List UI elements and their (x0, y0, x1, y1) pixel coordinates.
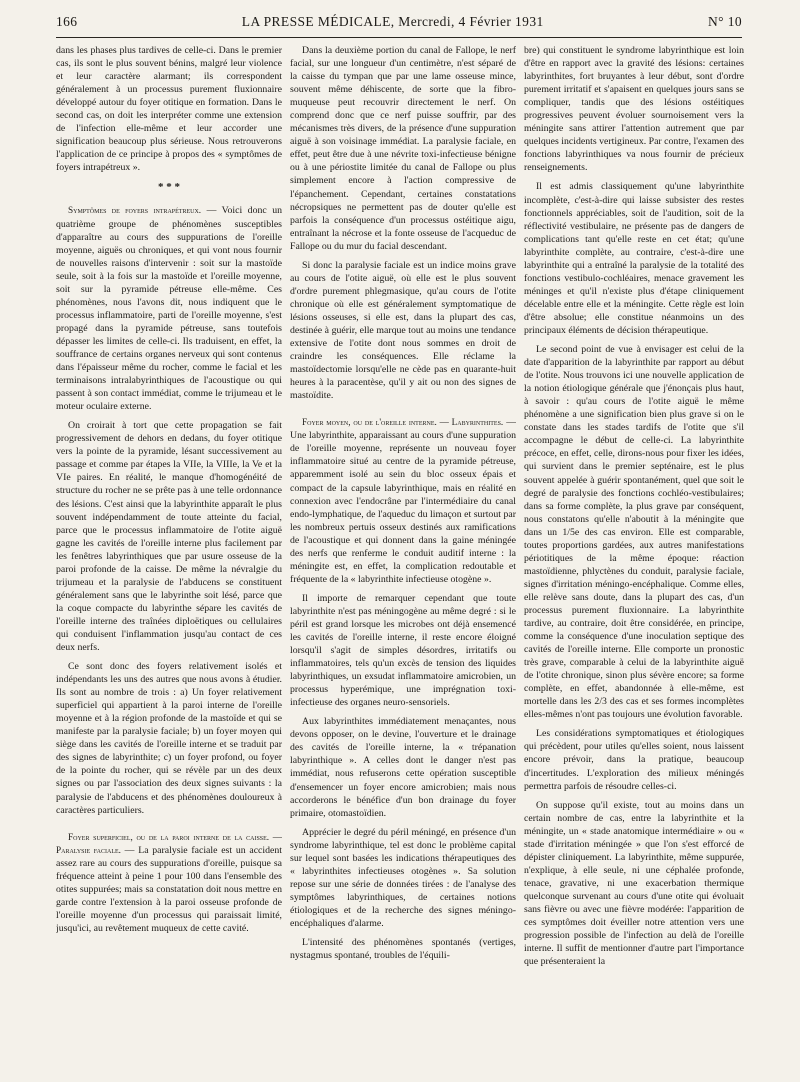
paragraph: On croirait à tort que cette propagation se fait progressivement de dehors en dedans, du foyer otitique vers la pointe de la pyramide, lésant successivement au passage et comme par étapes la VIIe, la VIIIe, la Ve et la VIe paires. En réalité, le manque d'homogénéité de structure du rocher ne se prête pas à une telle ordonnance des lésions. C'est ainsi que la labyrinthite apparaît le plus souvent indépendamment de toute atteinte du facial, parce que le processus inflammatoire de l'otite aiguë gagne les cavités de l'oreille interne plus facilement par les fenêtres labyrinthiques que par usure osseuse de la paroi profonde de la caisse. De même la névralgie du trijumeau et la paralysie de l'abducens se constituent généralement sans que le labyrinthe soit lésé, parce que la coque compacte du labyrinthe sépare les cavités de l'oreille interne des traînées diploëtiques ou cellulaires qui conduisent l'inflammation jusqu'au contact de ces deux nerfs. (56, 420, 282, 654)
paragraph (56, 831, 282, 935)
paragraph-text: — Voici donc un quatrième groupe de phénomènes susceptibles d'apparaître au cours des suppurations de l'oreille moyenne, aiguës ou chroniques, et qui vont nous fournir de nouvelles raisons d'intervenir : soit sur la mastoïde seule, soit à la fois sur la mastoïde et l'oreille moyenne, soit sur la pyramide pétreuse elle-même. Ces phénomènes, nous l'avons dit, nous indiquent que le processus inflammatoire, parti de l'oreille moyenne, s'est propagé dans la pyramide pétreuse, sans toutefois dépasser les limites de celle-ci. Ils traduisent, en effet, la souffrance de certains organes nerveux qui sont contenus dans l'épaisseur même du rocher, comme le facial et les terminaisons intralabyrinthiques de l'acoustique ou qui passent à son contact immédiat, comme le trijumeau et le moteur oculaire externe. (56, 205, 282, 413)
column-2 (290, 44, 516, 1074)
paragraph: On suppose qu'il existe, tout au moins dans un certain nombre de cas, entre la labyrinthite et la méningite, un « stade anatomique intermédiaire » ou « stade d'irritation méningée » que l'on s'est efforcé de dépister cliniquement. La labyrinthite, même suppurée, n'explique, à elle seule, ni une céphalée profonde, tenace, gravative, ni une exacerbation thermique quelconque survenant au cours d'une otite qui évoluait sans fièvre ou avec une fièvre modérée: l'apparition de ces symptômes doit éveiller notre attention vers une progression possible de l'infection au delà de l'oreille interne. Il suffit de mentionner d'autre part l'importance que présenteraient la (524, 799, 744, 968)
paragraph: L'intensité des phénomènes spontanés (vertiges, nystagmus spontané, troubles de l'équili- (290, 937, 516, 962)
paragraph-text: — Une labyrinthite, apparaissant au cours d'une suppuration de l'oreille moyenne, représente un nouveau foyer inflammatoire situé au centre de la pyramide pétreuse, apparemment isolé au sein du bloc osseux épais et compact de la capsule labyrinthique, mais en réalité en connexion avec l'endocrâne par l'intermédiaire du canal endo-lymphatique, de l'aqueduc du limaçon et surtout par les nombreux pertuis osseux destinés aux ramifications de l'acoustique et qui donnent dans la gaine méningée des nerfs que renferme le conduit auditif interne : la méningite est, en effet, la complication redoutable et fréquente de la « labyrinthite infectieuse otogène ». (290, 417, 516, 585)
section-heading: Symptômes de foyers intrapétreux. (68, 205, 202, 216)
paragraph: Les considérations symptomatiques et étiologiques qui précèdent, pour utiles qu'elles soient, nous laissent encore prévoir, dans la pratique, beaucoup d'incertitudes. L'exploration des milieux méningés permettra parfois de résoudre celles-ci. (524, 728, 744, 792)
issue-number: N° 10 (707, 14, 742, 29)
page-number: 166 (56, 14, 78, 29)
header-rule (56, 37, 742, 38)
paragraph: Dans la deuxième portion du canal de Fallope, le nerf facial, sur une longueur d'un centimètre, n'est séparé de la caisse du tympan que par une lame osseuse mince, souvent même déhiscente, de sorte que la fibro-muqueuse peut recouvrir directement le nerf. On comprend donc que ce nerf puisse souffrir, par des mécanismes très divers, de la présence d'une suppuration aiguë à son voisinage immédiat. La paralysie faciale, en effet, peut être due à une névrite toxi-infectieuse bénigne ou à une périostite limitée du canal de Fallope ou plus simplement encore à l'action compressive de l'épanchement. Cependant, certaines constatations nécropsiques ne permettent pas de douter qu'elle est parfois la conséquence d'un processus ostéitique aigu, entraînant la nécrose et la fonte osseuse de l'acqueduc de Fallope ou du mur du facial descendant. (290, 45, 516, 252)
paragraph (56, 204, 282, 413)
paragraph: Aux labyrinthites immédiatement menaçantes, nous devons opposer, on le devine, l'ouverture et le drainage des cavités de l'oreille interne, la « trépanation labyrinthique ». A celles dont le danger n'est pas immédiat, nous refuserons cette opération susceptible d'ensemencer un foyer encore amicrobien; mais nous accorderons le bénéfice d'un bon drainage du foyer primaire, otomastoïdien. (290, 716, 516, 819)
page-header (56, 14, 742, 38)
section-separator: * * * (158, 181, 180, 194)
paragraph: Il importe de remarquer cependant que toute labyrinthite n'est pas méningogène au même degré : si le péril est grand lorsque les microbes ont déjà ensemencé les cavités de l'oreille interne, il reste encore éloigné lorsqu'il s'agit de simples désordres, irritatifs ou inflammatoires, tels qu'un excès de tension des liquides labyrinthiques, un exsudat inflammatoire amicrobien, un processus hyperémique, une imprégnation toxi-infectieuse des organes neuro-sensoriels. (290, 592, 516, 709)
paragraph: Ce sont donc des foyers relativement isolés et indépendants les uns des autres que nous avons à étudier. Ils sont au nombre de trois : a) Un foyer relativement superficiel qui appartient à la paroi interne de l'oreille moyenne et à la région profonde de la mastoïde et qui se manifeste par la paralysie faciale; b) un foyer moyen qui siège dans les cavités de l'oreille interne et se traduit par des signes de labyrinthite; c) un foyer profond, ou foyer de la pointe du rocher, qui se révèle par un des deux signes ou par l'association des deux signes suivants : la paralysie de l'abducens et des phénomènes douloureux à caractères particuliers. (56, 661, 282, 816)
column-1 (56, 44, 282, 1074)
section-heading: Foyer moyen, ou de l'oreille interne. — Labyrinthites. (302, 417, 504, 428)
paragraph (290, 416, 516, 586)
paragraph: Apprécier le degré du péril méningé, en présence d'un syndrome labyrinthique, tel est donc le problème capital sur lequel sont basées les indications thérapeutiques des « labyrinthites infectieuses otogènes ». Sa solution repose sur une série de données tirées : de l'analyse des symptômes labyrinthiques, de certaines notions étiologiques et de la recherche des signes méningo-encéphaliques d'alarme. (290, 826, 516, 929)
journal-title: LA PRESSE MÉDICALE, Mercredi, 4 Février 1931 (241, 14, 544, 29)
paragraph: bre) qui constituent le syndrome labyrinthique est loin d'être en rapport avec la gravité des lésions: certaines labyrinthites, fort bruyantes à leur début, sont d'ordre purement irritatif et s'apaisent en quelques jours sans se compliquer, tandis que des lésions ostéitiques progressives peuvent évoluer sournoisement vers la méningite sans attirer l'attention autrement que par quelques incidents vertigineux. Par contre, l'examen des fonctions labyrinthiques va nous fournir de précieux renseignements. (524, 45, 744, 174)
paragraph: Il est admis classiquement qu'une labyrinthite incomplète, c'est-à-dire qui laisse subsister des restes fonctionnels appréciables, soit de l'audition, soit de la réflectivité vestibulaire, ne présente pas de dangers de complications tant qu'elle reste en cet état; qu'une labyrinthite complète, au contraire, c'est-à-dire une labyrinthite qui a entraîné la paralysie de la totalité des fonctions vestibulo-cochléaires, menace gravement les méninges et qu'il n'existe plus d'étape cliniquement décelable entre elle et la méningite. Cette règle est loin d'être absolue; elle constitue néanmoins un des principaux éléments de décision thérapeutique. (524, 181, 744, 336)
paragraph: Le second point de vue à envisager est celui de la date d'apparition de la labyrinthite par rapport au début de l'otite. Nous trouvons ici une nouvelle application de la notion étiologique générale que j'énonçais plus haut, à savoir : qu'au cours de l'otite aiguë le même phénomène a une signification bien plus grave si on le constate dans les stades tardifs de l'otite que s'il accompagne le début de celle-ci. La labyrinthite précoce, en effet, celle, dirons-nous pour fixer les idées, qui survient dans le premier septénaire, est le plus souvent appelée à guérir spontanément, quel que soit le degré de paralysie des fonctions cochléo-vestibulaires; dans sa forme complète, la plus grave par conséquent, nous constatons qu'elle n'aboutit à la méningite que dans un 1/5e des cas environ. Elle est comparable, toutes proportions gardées, aux autres manifestations périotitiques de la même époque: réaction mastoïdienne, phlyctènes du conduit, paralysie faciale, signes d'irritation méningo-encéphalique. Comme elles, elle relève sans doute, dans la plupart des cas, d'un processus purement fluxionnaire. La labyrinthite tardive, au contraire, doit être considérée, en principe, comme la conséquence d'une inoculation septique des cavités de l'oreille interne. Elle comporte un pronostic très grave, comparable à celui de la labyrinthite aiguë de l'otite chronique, sinon plus sévère encore; sa forme complète, en effet, abandonnée à elle-même, est mortelle dans les 2/3 des cas et ses formes incomplètes elles-mêmes n'ont pas toujours une évolution favorable. (524, 344, 744, 721)
paragraph: dans les phases plus tardives de celle-ci. Dans le premier cas, ils sont le plus souvent bénins, malgré leur violence et leur caractère alarmant; ils correspondent généralement à un processus purement fluxionnaire développé autour du foyer otitique en formation. Dans le second cas, on doit les interpréter comme une extension de l'infection elle-même et leur accorder une signification beaucoup plus sérieuse. Nous retrouverons l'application de ce principe à propos des « symptômes de foyers intrapétreux ». (56, 45, 282, 174)
paragraph: Si donc la paralysie faciale est un indice moins grave au cours de l'otite aiguë, où elle est le plus souvent d'ordre purement phlegmasique, qu'au cours de l'otite chronique où elle est généralement symptomatique de lésions osseuses, si elle est, dans la plupart des cas, destinée à guérir, elle marque tout au moins une tendance extensive de l'otite dont nous sommes en droit de craindre les conséquences. Elle réclame la mastoïdectomie lorsqu'elle ne cède pas en quarante-huit heures à la paracentèse, qu'il y ait ou non des signes de mastoïdite. (290, 259, 516, 402)
paragraph-text: — La paralysie faciale est un accident assez rare au cours des suppurations d'oreille, puisque sa fréquence atteint à peine 1 pour 100 dans l'ensemble des otites suppurées; mais sa constatation doit nous mettre en garde contre l'extension à la paroi osseuse profonde de l'oreille moyenne d'un processus qui paraissait limité, jusqu'ici, au revêtement muqueux de cette cavité. (56, 844, 282, 934)
section-heading: Foyer superficiel, ou de la paroi interne de la caisse. — Paralysie faciale. (56, 831, 282, 855)
column-3 (524, 44, 744, 1074)
